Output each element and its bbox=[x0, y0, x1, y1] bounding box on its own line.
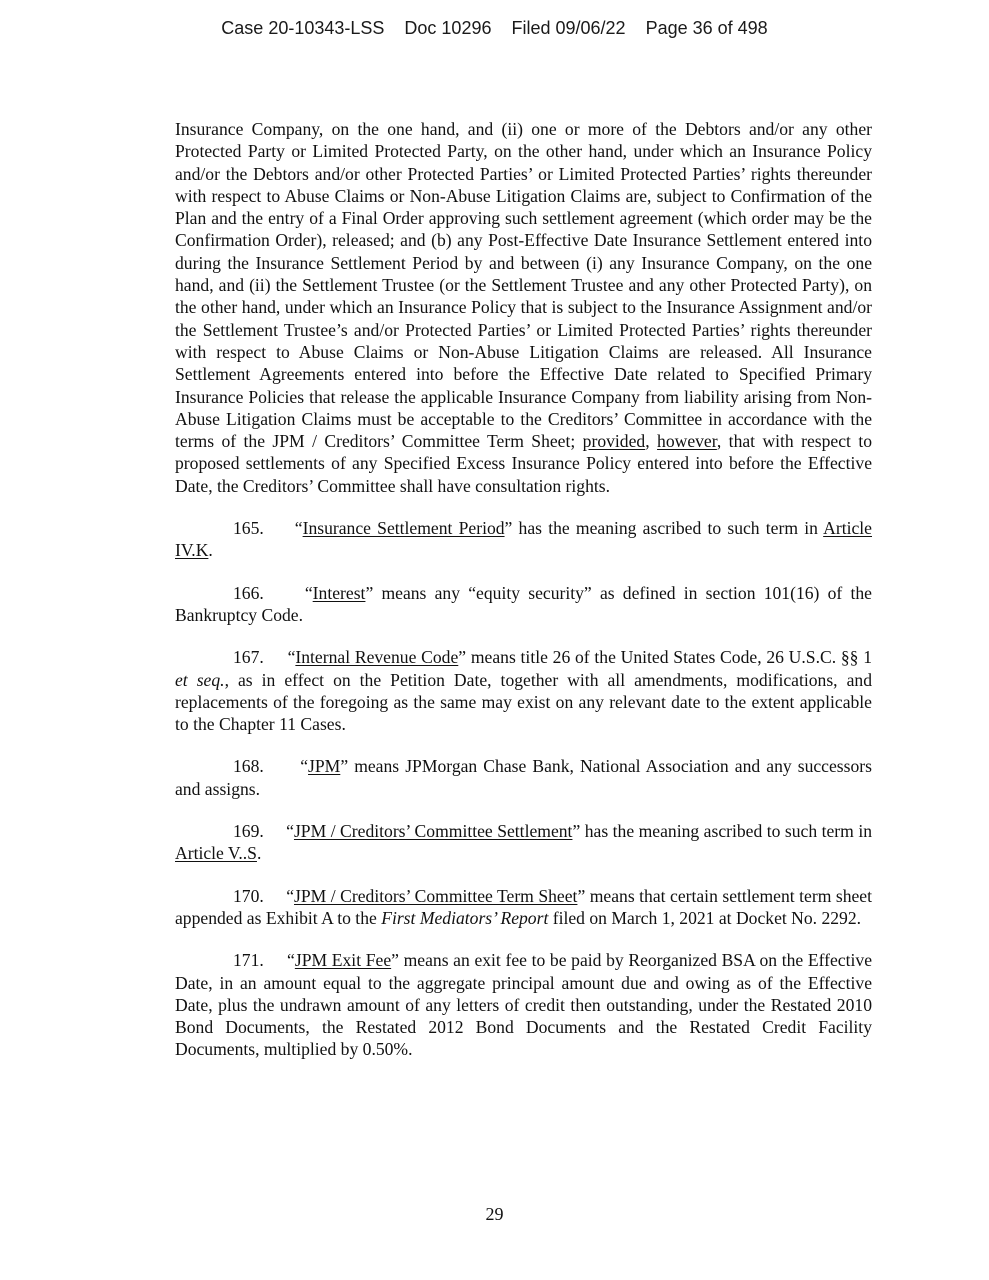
definition-number: 167. bbox=[233, 647, 264, 668]
document-body bbox=[175, 118, 872, 1081]
defined-term: JPM / Creditors’ Committee Term Sheet bbox=[294, 885, 578, 906]
definition-165: 165. “Insurance Settlement Period” has the meaning ascribed to such term in Article IV.K. bbox=[175, 518, 872, 561]
doc-number: Doc 10296 bbox=[404, 18, 492, 38]
definition-166: 166. “Interest” means any “equity security” as defined in section 101(16) of the Bankruptcy Code. bbox=[175, 582, 872, 625]
definition-number: 170. bbox=[233, 885, 264, 906]
definition-167: 167. “Internal Revenue Code” means title 26 of the United States Code, 26 U.S.C. §§ 1 et seq., as in effect on the Petition Date, together with all amendments, modifications, and replacements of the foregoing as the same may exist on any relevant date to the extent applicable to the Chapter 11 Cases. bbox=[175, 647, 872, 735]
defined-term: JPM Exit Fee bbox=[294, 950, 392, 971]
case-number: Case 20-10343-LSS bbox=[221, 18, 385, 38]
italic-phrase: et seq. bbox=[175, 669, 225, 690]
definition-168: 168. “JPM” means JPMorgan Chase Bank, National Association and any successors and assigns. bbox=[175, 756, 872, 799]
defined-term: Internal Revenue Code bbox=[295, 647, 459, 668]
definition-number: 171. bbox=[233, 950, 264, 971]
definition-number: 166. bbox=[233, 582, 264, 603]
defined-term: Insurance Settlement Period bbox=[302, 518, 505, 539]
defined-term: JPM bbox=[308, 756, 341, 777]
article-reference: Article V..S bbox=[175, 843, 257, 864]
case-header bbox=[0, 18, 989, 39]
page-of-total: Page 36 of 498 bbox=[645, 18, 768, 38]
page-number: 29 bbox=[485, 1204, 504, 1224]
defined-term: Interest bbox=[312, 582, 366, 603]
term-however: however bbox=[657, 431, 717, 452]
term-provided: provided bbox=[582, 431, 646, 452]
defined-term: JPM / Creditors’ Committee Settlement bbox=[293, 821, 573, 842]
definition-number: 168. bbox=[233, 756, 264, 777]
filed-date: Filed 09/06/22 bbox=[511, 18, 626, 38]
continued-paragraph: Insurance Company, on the one hand, and (ii) one or more of the Debtors and/or any other Protected Party or Limited Protected Party, on the other hand, under which an Insurance Policy and/or the Debtors and/or other Protected Parties’ or Limited Protected Parties’ rights thereunder with respect to Abuse Claims or Non-Abuse Litigation Claims are, subject to Confirmation of the Plan and the entry of a Final Order approving such settlement agreement (which order may be the Confirmation Order), released; and (b) any Post-Effective Date Insurance Settlement entered into during the Insurance Settlement Period by and between (i) any Insurance Company, on the one hand, and (ii) the Settlement Trustee (or the Settlement Trustee and any other Protected Party), on the other hand, under which an Insurance Policy that is subject to the Insurance Assignment and/or the Settlement Trustee’s and/or Protected Parties’ or Limited Protected Parties’ rights thereunder with respect to Abuse Claims or Non-Abuse Litigation Claims are released. All Insurance Settlement Agreements entered into before the Effective Date related to Specified Primary Insurance Policies that release the applicable Insurance Company from liability arising from Non-Abuse Litigation Claims must be acceptable to the Creditors’ Committee in accordance with the terms of the JPM / Creditors’ Committee Term Sheet; provided, however, that with respect to proposed settlements of any Specified Excess Insurance Policy entered into before the Effective Date, the Creditors’ Committee shall have consultation rights. bbox=[175, 119, 873, 496]
definition-number: 165. bbox=[233, 518, 264, 539]
article-reference: Article IV.K bbox=[175, 518, 872, 561]
definition-171: 171. “JPM Exit Fee” means an exit fee to be paid by Reorganized BSA on the Effective Date, in an amount equal to the aggregate principal amount due and owing as of the Effective Date, plus the undrawn amount of any letters of credit then outstanding, under the Restated 2010 Bond Documents, the Restated 2012 Bond Documents and the Restated Credit Facility Documents, multiplied by 0.50%. bbox=[175, 950, 873, 1060]
definition-169: 169. “JPM / Creditors’ Committee Settlement” has the meaning ascribed to such term in Article V..S. bbox=[175, 821, 873, 864]
definition-170: 170. “JPM / Creditors’ Committee Term Sheet” means that certain settlement term sheet appended as Exhibit A to the First Mediators’ Report filed on March 1, 2021 at Docket No. 2292. bbox=[175, 885, 873, 928]
italic-phrase: First Mediators’ Report bbox=[381, 907, 549, 928]
definition-number: 169. bbox=[233, 821, 264, 842]
